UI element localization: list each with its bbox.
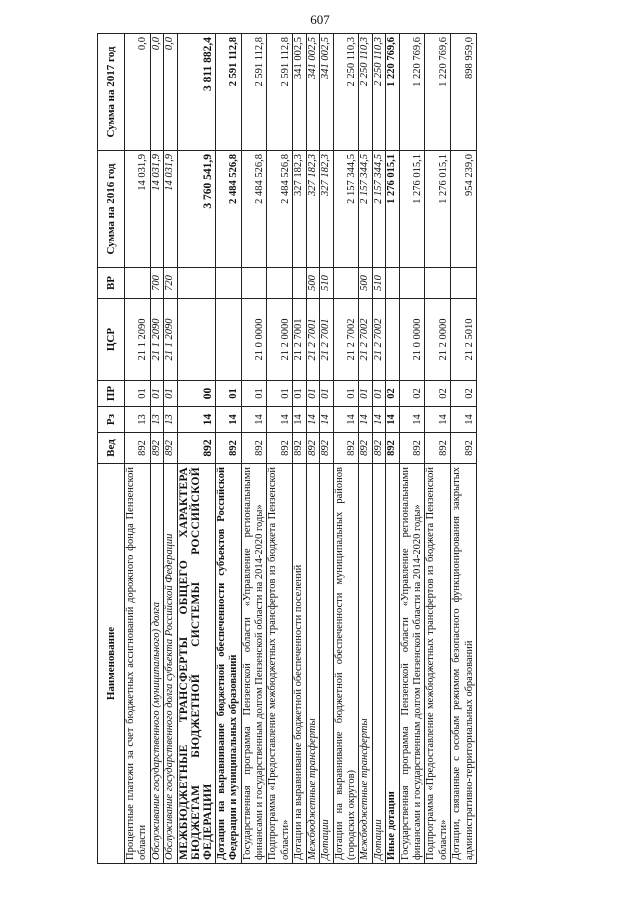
cell-vr	[451, 268, 477, 299]
rotated-table-sheet	[97, 34, 564, 864]
cell-name: Подпрограмма «Предоставление межбюджетных трансфертов из бюджета Пензенской области»	[425, 464, 451, 864]
cell-pr: 00	[177, 381, 215, 407]
cell-ved: 892	[399, 433, 425, 464]
header-sum-2017: Сумма на 2017 год	[98, 34, 125, 151]
table-body	[125, 34, 477, 864]
cell-sum-2016: 14 031,9	[125, 151, 151, 268]
cell-vr	[333, 268, 359, 299]
cell-name: Подпрограмма «Предоставление межбюджетных трансфертов из бюджета Пензенской области»	[267, 464, 293, 864]
table-row	[451, 34, 477, 864]
cell-rz: 14	[293, 407, 306, 433]
cell-sum-2016: 1 276 015,1	[425, 151, 451, 268]
cell-vr	[425, 268, 451, 299]
table-row	[386, 34, 399, 864]
cell-rz: 13	[164, 407, 177, 433]
cell-ved: 892	[241, 433, 267, 464]
cell-rz: 14	[399, 407, 425, 433]
cell-sum-2017: 341 002,5	[293, 34, 306, 151]
cell-ved: 892	[306, 433, 319, 464]
cell-vr	[399, 268, 425, 299]
cell-name: Дотации	[320, 464, 333, 864]
cell-pr: 01	[359, 381, 372, 407]
table-row	[267, 34, 293, 864]
cell-vr: 500	[359, 268, 372, 299]
cell-sum-2016: 327 182,3	[306, 151, 319, 268]
cell-sum-2016: 1 276 015,1	[386, 151, 399, 268]
cell-ved: 892	[425, 433, 451, 464]
cell-ved: 892	[177, 433, 215, 464]
cell-rz: 14	[306, 407, 319, 433]
cell-name: Межбюджетные трансферты	[359, 464, 372, 864]
cell-vr: 700	[150, 268, 163, 299]
header-pr: ПР	[98, 381, 125, 407]
cell-csr: 21 2 7002	[359, 299, 372, 381]
cell-sum-2016: 327 182,3	[293, 151, 306, 268]
cell-name: Дотации	[372, 464, 385, 864]
cell-vr: 720	[164, 268, 177, 299]
cell-pr: 02	[425, 381, 451, 407]
table-row	[164, 34, 177, 864]
cell-csr: 21 2 0000	[267, 299, 293, 381]
cell-sum-2016: 14 031,9	[164, 151, 177, 268]
cell-sum-2017: 341 002,5	[306, 34, 319, 151]
cell-rz: 14	[267, 407, 293, 433]
cell-sum-2017: 0,0	[150, 34, 163, 151]
cell-vr: 510	[320, 268, 333, 299]
cell-csr: 21 2 0000	[425, 299, 451, 381]
budget-table	[97, 33, 477, 864]
cell-ved: 892	[164, 433, 177, 464]
cell-pr: 01	[320, 381, 333, 407]
cell-pr: 01	[150, 381, 163, 407]
cell-name: Межбюджетные трансферты	[306, 464, 319, 864]
cell-sum-2016: 2 484 526,8	[241, 151, 267, 268]
table-row	[306, 34, 319, 864]
table-row	[125, 34, 151, 864]
table-row	[177, 34, 215, 864]
cell-sum-2016: 1 276 015,1	[399, 151, 425, 268]
table-row	[241, 34, 267, 864]
cell-sum-2017: 898 959,0	[451, 34, 477, 151]
cell-sum-2016: 2 157 344,5	[359, 151, 372, 268]
cell-pr: 01	[306, 381, 319, 407]
cell-ved: 892	[150, 433, 163, 464]
cell-sum-2016: 2 157 344,5	[372, 151, 385, 268]
cell-sum-2017: 1 220 769,6	[425, 34, 451, 151]
cell-rz: 14	[177, 407, 215, 433]
cell-sum-2016: 14 031,9	[150, 151, 163, 268]
cell-csr: 21 0 0000	[241, 299, 267, 381]
cell-name: Процентные платежи за счет бюджетных ассигнований дорожного фонда Пензенской области	[125, 464, 151, 864]
cell-rz: 14	[372, 407, 385, 433]
cell-csr: 21 2 7002	[372, 299, 385, 381]
cell-sum-2017: 0,0	[164, 34, 177, 151]
cell-name: Государственная программа Пензенской области «Управление региональными финансами и государственным долгом Пензенской области на 2014-2020 годы»	[399, 464, 425, 864]
cell-rz: 14	[386, 407, 399, 433]
cell-vr: 500	[306, 268, 319, 299]
cell-vr	[125, 268, 151, 299]
page-number: 607	[310, 12, 330, 27]
cell-sum-2016: 2 157 344,5	[333, 151, 359, 268]
table-row	[372, 34, 385, 864]
cell-sum-2017: 3 811 882,4	[177, 34, 215, 151]
cell-pr: 01	[164, 381, 177, 407]
table-row	[399, 34, 425, 864]
cell-name: МЕЖБЮДЖЕТНЫЕ ТРАНСФЕРТЫ ОБЩЕГО ХАРАКТЕРА БЮДЖЕТАМ БЮДЖЕТНОЙ СИСТЕМЫ РОССИЙСКОЙ ФЕДЕРАЦИИ	[177, 464, 215, 864]
cell-csr: 21 0 0000	[399, 299, 425, 381]
cell-vr	[267, 268, 293, 299]
cell-vr	[215, 268, 241, 299]
cell-ved: 892	[267, 433, 293, 464]
table-row	[215, 34, 241, 864]
cell-sum-2017: 2 591 112,8	[215, 34, 241, 151]
cell-sum-2017: 0,0	[125, 34, 151, 151]
cell-name: Обслуживание государственного (муниципального) долга	[150, 464, 163, 864]
cell-csr	[215, 299, 241, 381]
cell-ved: 892	[451, 433, 477, 464]
cell-pr: 02	[399, 381, 425, 407]
table-row	[425, 34, 451, 864]
cell-pr: 01	[293, 381, 306, 407]
cell-pr: 01	[125, 381, 151, 407]
table-row	[359, 34, 372, 864]
cell-name: Дотации на выравнивание бюджетной обеспеченности муниципальных районов (городских округов)	[333, 464, 359, 864]
cell-pr: 01	[267, 381, 293, 407]
cell-rz: 14	[425, 407, 451, 433]
cell-csr: 21 2 7001	[306, 299, 319, 381]
cell-sum-2016: 327 182,3	[320, 151, 333, 268]
cell-sum-2016: 2 484 526,8	[267, 151, 293, 268]
cell-ved: 892	[386, 433, 399, 464]
cell-vr	[177, 268, 215, 299]
table-row	[333, 34, 359, 864]
cell-rz: 14	[359, 407, 372, 433]
cell-name: Дотации на выравнивание бюджетной обеспеченности субъектов Российской Федерации и муниципальных образований	[215, 464, 241, 864]
cell-csr	[177, 299, 215, 381]
cell-csr: 21 2 7002	[333, 299, 359, 381]
cell-csr: 21 1 2090	[125, 299, 151, 381]
cell-rz: 13	[125, 407, 151, 433]
cell-sum-2017: 2 250 110,3	[372, 34, 385, 151]
cell-vr	[293, 268, 306, 299]
header-name: Наименование	[98, 464, 125, 864]
cell-ved: 892	[359, 433, 372, 464]
cell-rz: 14	[241, 407, 267, 433]
cell-rz: 14	[451, 407, 477, 433]
table-row	[320, 34, 333, 864]
header-csr: ЦСР	[98, 299, 125, 381]
cell-name: Государственная программа Пензенской области «Управление региональными финансами и государственным долгом Пензенской области на 2014-2020 годы»	[241, 464, 267, 864]
cell-pr: 01	[372, 381, 385, 407]
cell-sum-2017: 1 220 769,6	[399, 34, 425, 151]
cell-csr: 21 2 7001	[293, 299, 306, 381]
cell-pr: 01	[333, 381, 359, 407]
cell-name: Иные дотации	[386, 464, 399, 864]
cell-ved: 892	[320, 433, 333, 464]
cell-sum-2017: 2 250 110,3	[359, 34, 372, 151]
cell-vr: 510	[372, 268, 385, 299]
cell-sum-2017: 341 002,5	[320, 34, 333, 151]
cell-vr	[241, 268, 267, 299]
header-rz: Рз	[98, 407, 125, 433]
cell-sum-2017: 1 220 769,6	[386, 34, 399, 151]
table-row	[150, 34, 163, 864]
cell-ved: 892	[372, 433, 385, 464]
cell-rz: 14	[215, 407, 241, 433]
cell-csr: 21 1 2090	[150, 299, 163, 381]
cell-sum-2017: 2 250 110,3	[333, 34, 359, 151]
cell-name: Дотации на выравнивание бюджетной обеспеченности поселений	[293, 464, 306, 864]
cell-pr: 02	[451, 381, 477, 407]
cell-sum-2016: 954 239,0	[451, 151, 477, 268]
cell-rz: 14	[333, 407, 359, 433]
cell-csr: 21 1 2090	[164, 299, 177, 381]
cell-rz: 14	[320, 407, 333, 433]
cell-sum-2017: 2 591 112,8	[267, 34, 293, 151]
cell-sum-2016: 3 760 541,9	[177, 151, 215, 268]
cell-name: Обслуживание государственного долга субъекта Российской Федерации	[164, 464, 177, 864]
cell-ved: 892	[215, 433, 241, 464]
cell-ved: 892	[333, 433, 359, 464]
header-sum-2016: Сумма на 2016 год	[98, 151, 125, 268]
header-vr: ВР	[98, 268, 125, 299]
cell-name: Дотации, связанные с особым режимом безопасного функционирования закрытых административно-территориальных образований	[451, 464, 477, 864]
cell-pr: 02	[386, 381, 399, 407]
cell-ved: 892	[293, 433, 306, 464]
cell-csr: 21 2 5010	[451, 299, 477, 381]
cell-sum-2016: 2 484 526,8	[215, 151, 241, 268]
cell-pr: 01	[215, 381, 241, 407]
table-row	[293, 34, 306, 864]
cell-csr: 21 2 7001	[320, 299, 333, 381]
header-ved: Вед	[98, 433, 125, 464]
cell-ved: 892	[125, 433, 151, 464]
cell-sum-2017: 2 591 112,8	[241, 34, 267, 151]
cell-vr	[386, 268, 399, 299]
table-header-row	[98, 34, 125, 864]
cell-csr	[386, 299, 399, 381]
cell-pr: 01	[241, 381, 267, 407]
cell-rz: 13	[150, 407, 163, 433]
